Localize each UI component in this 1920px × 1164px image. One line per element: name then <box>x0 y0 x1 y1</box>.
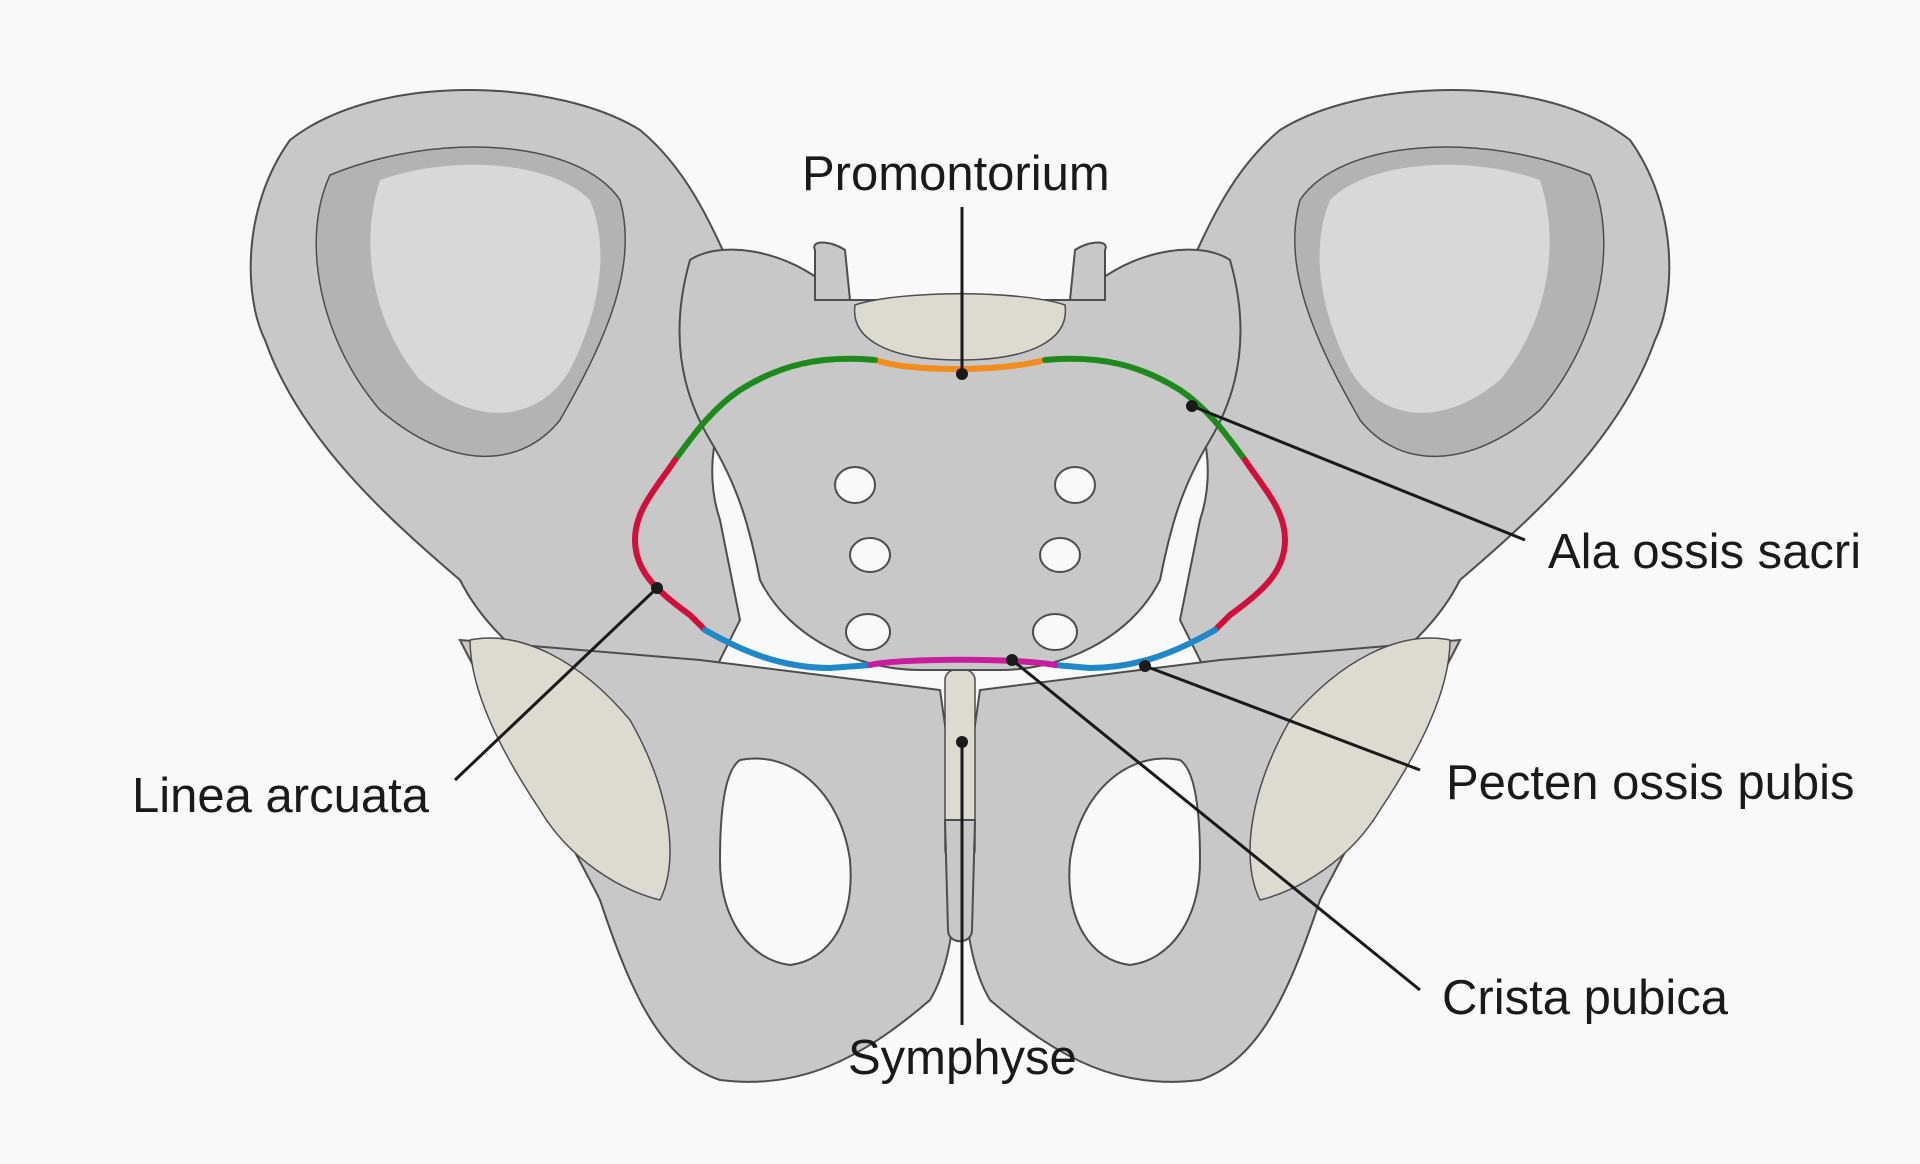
sacral-foramen-l1 <box>835 467 875 503</box>
ala-ossis-sacri-label: Ala ossis sacri <box>1548 525 1862 579</box>
sacral-foramen-r2 <box>1040 538 1080 572</box>
promontorium-dot <box>956 368 968 380</box>
sacral-foramen-r1 <box>1055 467 1095 503</box>
sacral-foramen-l3 <box>846 614 890 650</box>
symphyse-label: Symphyse <box>848 1031 1077 1085</box>
sacral-foramen-r3 <box>1033 614 1077 650</box>
pecten-ossis-pubis-label: Pecten ossis pubis <box>1446 756 1855 810</box>
linea-arcuata-dot <box>651 582 663 594</box>
crista-pubica-dot <box>1006 654 1018 666</box>
ala-ossis-sacri-dot <box>1186 400 1198 412</box>
crista-pubica-label: Crista pubica <box>1442 971 1728 1025</box>
left-sacral-process <box>814 243 850 301</box>
sacral-foramen-l2 <box>850 538 890 572</box>
pecten-ossis-pubis-dot <box>1139 660 1151 672</box>
symphyse-dot <box>956 736 968 748</box>
linea-arcuata-label: Linea arcuata <box>132 769 429 823</box>
coccyx <box>945 820 975 941</box>
promontorium-label: Promontorium <box>802 147 1110 201</box>
right-sacral-process <box>1070 243 1106 301</box>
